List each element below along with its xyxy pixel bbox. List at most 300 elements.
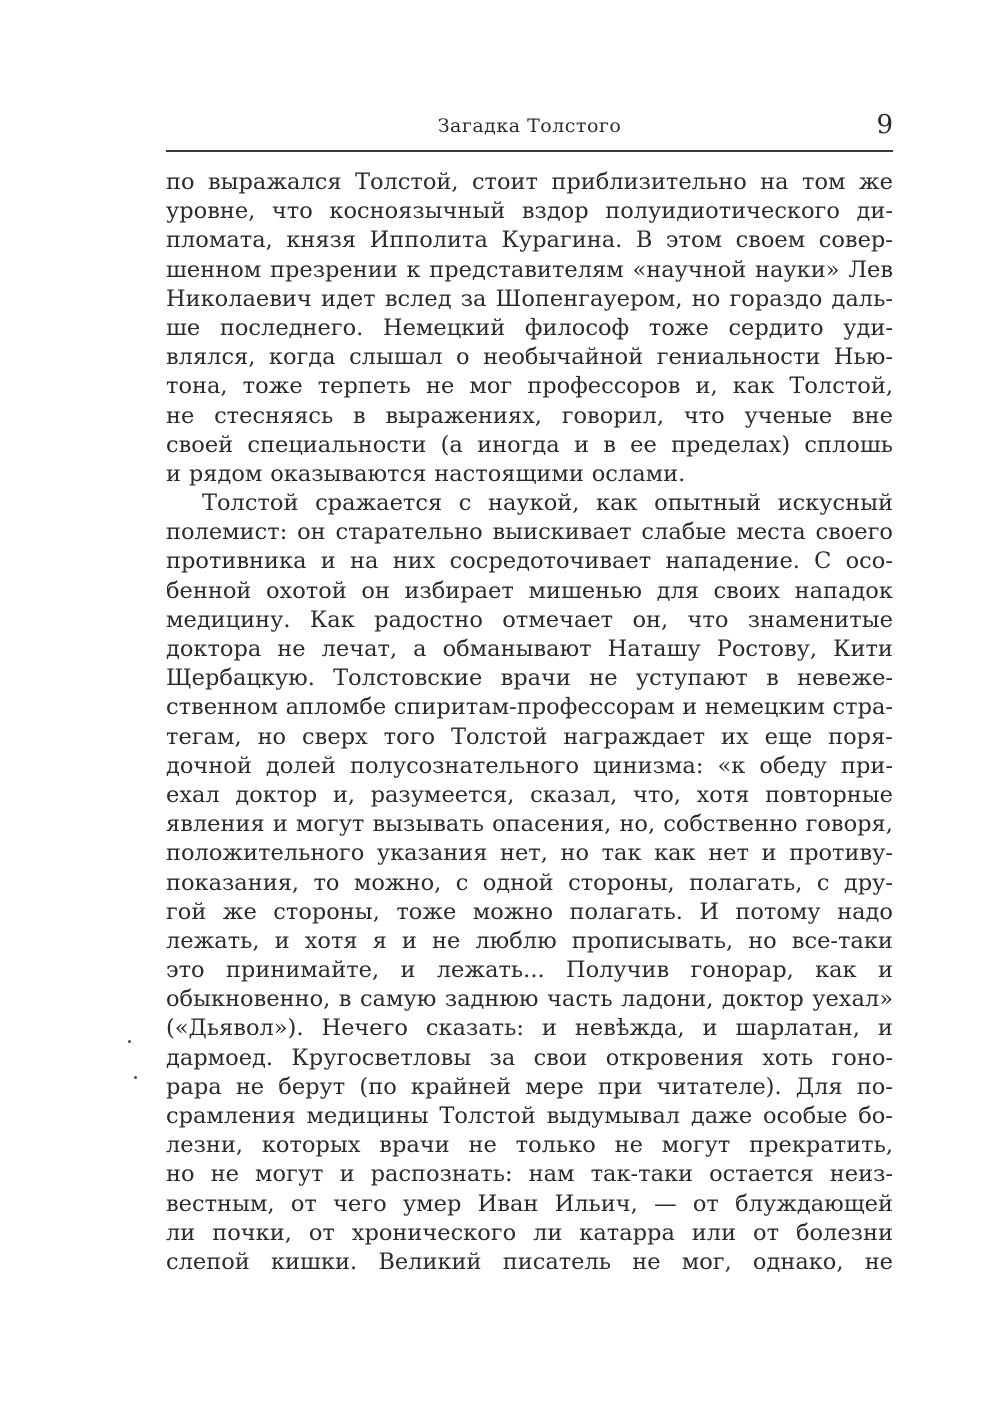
- text-line: [166, 810, 893, 839]
- text-line: [166, 927, 893, 956]
- word: Иван: [477, 1190, 539, 1217]
- text-line: [166, 781, 893, 810]
- word: но: [748, 927, 777, 954]
- word: пломата,: [166, 227, 273, 254]
- word: Толстой: [450, 723, 548, 750]
- word: уровне,: [166, 198, 256, 225]
- word: избирает: [404, 577, 514, 604]
- word: ослами.: [591, 460, 686, 487]
- word: нападение.: [665, 548, 800, 575]
- word: них: [392, 548, 436, 575]
- word: Немецкий: [382, 314, 506, 341]
- word: мог: [469, 373, 513, 400]
- word: о: [456, 344, 470, 371]
- word: шарлатан,: [735, 1015, 860, 1042]
- word: еще: [764, 723, 813, 750]
- word: указания: [376, 840, 488, 867]
- word: для: [656, 577, 699, 604]
- text-line: [166, 1044, 893, 1073]
- word: что: [683, 402, 725, 429]
- word: Толстой,: [789, 373, 893, 400]
- word: обеду: [759, 752, 827, 779]
- word: не: [210, 1161, 239, 1188]
- word: Наташу: [607, 636, 701, 662]
- page-number: 9: [876, 110, 893, 140]
- word: при: [598, 1073, 643, 1100]
- word: стоит: [471, 169, 538, 195]
- text-line: [166, 577, 893, 606]
- word: «научной: [632, 256, 747, 283]
- word: на: [350, 548, 379, 575]
- word: умер: [402, 1190, 462, 1217]
- word: хотя: [304, 927, 358, 954]
- word: гой: [166, 898, 207, 925]
- word: «к: [717, 752, 746, 779]
- text-line: [166, 1160, 893, 1189]
- word: приблизительно: [551, 169, 747, 195]
- text-line: [166, 285, 893, 314]
- word: блуждающей: [735, 1190, 893, 1217]
- word: Получив: [565, 957, 670, 984]
- word: показания,: [166, 869, 300, 896]
- word: даль-: [831, 285, 893, 312]
- word: можно: [472, 898, 554, 925]
- word: спиритам-профессорам: [393, 694, 675, 721]
- text-line: [166, 547, 893, 576]
- word: люблю: [475, 927, 557, 954]
- word: слепой: [166, 1248, 250, 1275]
- word: доктора: [166, 636, 262, 662]
- word: лезни,: [166, 1132, 244, 1159]
- margin-speck: [128, 1040, 131, 1043]
- word: уехал»: [812, 986, 893, 1013]
- word: не: [235, 1073, 265, 1100]
- word: ли: [533, 1219, 563, 1246]
- word: не: [166, 402, 195, 429]
- word: выискивает: [492, 519, 632, 546]
- word: в: [603, 431, 616, 458]
- margin-speck: [134, 1076, 137, 1079]
- word: я: [372, 927, 387, 954]
- running-head: [166, 112, 893, 144]
- word: сражается: [315, 490, 443, 517]
- word: а: [413, 636, 427, 662]
- word: положительного: [166, 840, 365, 867]
- text-line: [166, 1073, 893, 1102]
- word: говорил,: [561, 402, 665, 429]
- word: стороны,: [568, 869, 675, 896]
- word: сказал,: [530, 781, 618, 808]
- text-line: [166, 168, 893, 197]
- word: Великий: [378, 1248, 482, 1275]
- word: дочной: [166, 752, 252, 779]
- word: медицину.: [166, 606, 291, 633]
- word: (по: [359, 1073, 397, 1100]
- text-line: [166, 226, 893, 255]
- word: от: [290, 1190, 317, 1217]
- word: как: [654, 840, 696, 867]
- word: последнего.: [219, 314, 364, 341]
- word: обыкновенно,: [166, 986, 331, 1013]
- word: можно,: [353, 869, 442, 896]
- word: свои: [533, 1044, 588, 1071]
- word: доктор: [235, 781, 318, 808]
- word: наукой,: [487, 490, 580, 517]
- text-line: [166, 460, 893, 489]
- word: и: [274, 927, 290, 954]
- word: кишки.: [270, 1248, 358, 1275]
- word: уди-: [843, 314, 893, 341]
- text-line: [166, 197, 893, 226]
- word: Николаевич: [166, 285, 312, 312]
- word: их: [721, 723, 749, 750]
- word: доктор: [721, 986, 804, 1013]
- word: тоже: [242, 373, 303, 400]
- word: идет: [321, 285, 376, 312]
- word: Толстой,: [354, 169, 459, 195]
- text-line: [166, 839, 893, 868]
- word: при-: [840, 752, 893, 779]
- word: вне: [851, 402, 893, 429]
- word: отмечает: [502, 606, 614, 633]
- word: но: [166, 1161, 195, 1188]
- word: заднюю: [444, 986, 539, 1013]
- word: хоть: [762, 1044, 814, 1071]
- word: вестным,: [166, 1190, 275, 1217]
- word: врачи: [379, 1132, 450, 1159]
- word: и: [702, 1015, 718, 1042]
- word: долей: [265, 752, 336, 779]
- word: так-таки: [590, 1161, 694, 1188]
- word: не: [431, 927, 461, 954]
- word: знаменитые: [747, 606, 893, 633]
- word: медицины: [306, 1103, 429, 1129]
- word: берут: [278, 1073, 346, 1100]
- word: но: [691, 285, 721, 312]
- word: не: [632, 1248, 661, 1275]
- text-line: [166, 314, 893, 343]
- word: —: [654, 1190, 677, 1217]
- word: того: [383, 723, 435, 750]
- word: философ: [524, 314, 630, 341]
- word: но: [257, 723, 287, 750]
- word: за: [460, 285, 487, 312]
- word: и: [320, 548, 336, 575]
- word: И: [699, 898, 719, 925]
- word: мишенью: [528, 577, 643, 604]
- word: косноязычный: [329, 198, 506, 225]
- word: катарра: [579, 1219, 675, 1246]
- word: представителям: [429, 256, 624, 283]
- word: нет,: [499, 840, 548, 867]
- word: полемист:: [166, 519, 288, 546]
- word: могут: [254, 1161, 324, 1188]
- word: тоже: [396, 898, 457, 925]
- word: опасения,: [492, 811, 612, 838]
- word: противника: [166, 548, 307, 575]
- word: прописывать,: [571, 927, 734, 954]
- word: ученые: [744, 402, 833, 429]
- word: то: [313, 869, 340, 896]
- word: невѣжда,: [574, 1015, 685, 1042]
- text-line: [166, 664, 893, 693]
- word: как: [815, 957, 857, 984]
- word: дармоед.: [166, 1044, 274, 1071]
- word: как: [596, 490, 638, 517]
- word: ственном: [166, 694, 279, 721]
- word: он: [361, 577, 390, 604]
- word: полагать,: [689, 869, 803, 896]
- text-line: [166, 431, 893, 460]
- word: не: [864, 1248, 893, 1275]
- text-line: [166, 256, 893, 285]
- word: так: [601, 840, 642, 867]
- word: что,: [632, 781, 681, 808]
- word: и: [339, 1161, 355, 1188]
- text-line: [166, 693, 893, 722]
- word: не: [589, 665, 618, 692]
- word: с: [455, 869, 469, 896]
- word: стороны,: [273, 898, 380, 925]
- word: хронического: [351, 1219, 517, 1246]
- word: бенной: [166, 577, 252, 604]
- word: тоже: [648, 314, 709, 341]
- word: терпеть: [317, 373, 411, 400]
- word: явления: [166, 811, 265, 838]
- word: и: [400, 957, 416, 984]
- word: и: [401, 927, 417, 954]
- word: лечат,: [321, 636, 398, 662]
- word: и: [166, 460, 181, 487]
- word: ли: [166, 1219, 196, 1246]
- word: гениальности: [656, 344, 821, 371]
- word: от: [308, 1219, 335, 1246]
- word: дру-: [843, 869, 893, 896]
- word: невеже-: [797, 665, 893, 692]
- word: уступают: [635, 665, 748, 692]
- word: рядом: [188, 460, 263, 487]
- word: с: [816, 869, 830, 896]
- word: Лев: [848, 256, 893, 283]
- word: часть: [547, 986, 613, 1013]
- text-line: [166, 518, 893, 547]
- word: сплошь: [804, 431, 893, 458]
- word: однако,: [752, 1248, 844, 1275]
- word: ди-: [856, 198, 893, 225]
- word: сосредоточивает: [449, 548, 652, 575]
- word: вызывать: [372, 811, 485, 838]
- word: хотя: [696, 781, 750, 808]
- word: сверх: [302, 723, 368, 750]
- word: Шопенгауером,: [495, 285, 683, 312]
- word: ее: [630, 431, 657, 458]
- word: гоно-: [831, 1044, 893, 1071]
- word: нет: [708, 840, 749, 867]
- word: своего: [815, 519, 893, 546]
- word: («Дьявол»).: [166, 1015, 304, 1042]
- word: Ростову,: [716, 636, 818, 662]
- word: радостно: [374, 606, 483, 633]
- word: опытный: [654, 490, 761, 517]
- word: он: [297, 519, 326, 546]
- word: пределах): [671, 431, 791, 458]
- word: как: [732, 373, 775, 400]
- word: бо-: [858, 1103, 893, 1129]
- word: от: [692, 1190, 719, 1217]
- word: что: [271, 198, 313, 225]
- word: на: [760, 169, 789, 195]
- word: стра-: [832, 694, 893, 721]
- word: читателе).: [656, 1073, 782, 1100]
- word: прекратить,: [749, 1132, 893, 1159]
- word: не: [614, 1132, 643, 1159]
- word: гораздо: [729, 285, 823, 312]
- word: этом: [665, 227, 723, 254]
- word: выражался: [207, 169, 342, 195]
- text-line: [166, 1219, 893, 1248]
- word: выдумывал: [546, 1103, 681, 1129]
- word: в: [766, 665, 779, 692]
- word: могут: [295, 811, 365, 838]
- word: он,: [632, 606, 669, 633]
- word: Толстовские: [333, 665, 483, 692]
- word: болезни: [795, 1219, 893, 1246]
- word: рара: [166, 1073, 222, 1100]
- word: искусный: [777, 490, 893, 517]
- word: откровения: [605, 1044, 744, 1071]
- word: нападок: [794, 577, 893, 604]
- word: мог,: [681, 1248, 732, 1275]
- word: же: [222, 898, 257, 925]
- word: специальности: [247, 431, 427, 458]
- word: писатель: [502, 1248, 612, 1275]
- word: своих: [713, 577, 781, 604]
- word: собственно: [663, 811, 798, 838]
- word: это: [166, 957, 205, 984]
- word: настоящими: [434, 460, 584, 487]
- word: оказываются: [270, 460, 427, 487]
- word: Ильич,: [554, 1190, 638, 1217]
- word: выражениях,: [385, 402, 542, 429]
- word: сказать:: [425, 1015, 524, 1042]
- word: вслед: [384, 285, 452, 312]
- word: цинизма:: [593, 752, 704, 779]
- text-line: [166, 343, 893, 372]
- word: что: [687, 606, 729, 633]
- word: чего: [333, 1190, 387, 1217]
- word: принимайте,: [225, 957, 380, 984]
- word: стесняясь: [214, 402, 334, 429]
- word: самую: [359, 986, 437, 1013]
- word: срамления: [166, 1103, 296, 1129]
- word: лежать,: [166, 927, 260, 954]
- word: осо-: [845, 548, 893, 575]
- word: особые: [762, 1103, 848, 1129]
- word: Кити: [833, 636, 893, 662]
- text-line: [166, 489, 893, 518]
- word: потому: [735, 898, 821, 925]
- body-text: [166, 168, 893, 1277]
- word: ше: [166, 314, 201, 341]
- word: врачи: [500, 665, 571, 692]
- word: и: [541, 1015, 557, 1042]
- word: С: [814, 548, 832, 575]
- word: необычайной: [483, 344, 644, 371]
- word: ладони,: [621, 986, 714, 1013]
- word: и: [877, 957, 893, 984]
- word: места: [736, 519, 806, 546]
- word: же: [858, 169, 893, 195]
- word: ехал: [166, 781, 220, 808]
- word: только: [515, 1132, 596, 1159]
- word: Кругосветловы: [291, 1044, 472, 1071]
- word: совер-: [818, 227, 893, 254]
- word: и: [573, 431, 589, 458]
- word: своей: [166, 431, 234, 458]
- word: гонорар,: [690, 957, 794, 984]
- word: полусознательного: [350, 752, 580, 779]
- word: и: [682, 694, 698, 721]
- word: старательно: [335, 519, 483, 546]
- word: слабые: [641, 519, 727, 546]
- word: влялся,: [166, 344, 256, 371]
- word: немецким: [704, 694, 825, 721]
- word: которых: [261, 1132, 361, 1159]
- word: в: [338, 986, 352, 1013]
- header-rule: [166, 150, 893, 152]
- word: к: [406, 256, 421, 283]
- word: вздор: [521, 198, 589, 225]
- word: даже: [690, 1103, 753, 1129]
- word: В: [635, 227, 653, 254]
- word: но,: [619, 811, 656, 838]
- word: и,: [695, 373, 718, 400]
- text-line: [166, 869, 893, 898]
- text-line: [166, 898, 893, 927]
- text-line: [166, 723, 893, 752]
- text-line: [166, 1102, 893, 1131]
- text-line: [166, 1014, 893, 1043]
- text-line: [166, 372, 893, 401]
- word: не: [425, 373, 455, 400]
- word: обманывают: [442, 636, 592, 662]
- text-line: [166, 1190, 893, 1219]
- word: лежать...: [436, 957, 545, 984]
- word: апломбе: [285, 694, 387, 721]
- word: и: [877, 1015, 893, 1042]
- text-line: [166, 1248, 893, 1277]
- word: когда: [268, 344, 336, 371]
- word: крайней: [410, 1073, 512, 1100]
- text-line: [166, 752, 893, 781]
- word: слышал: [349, 344, 443, 371]
- word: презрении: [270, 256, 398, 283]
- word: в: [353, 402, 366, 429]
- word: остается: [709, 1161, 814, 1188]
- word: неиз-: [829, 1161, 893, 1188]
- word: все-таки: [791, 927, 893, 954]
- text-line: [166, 402, 893, 431]
- word: Курагина.: [501, 227, 623, 254]
- word: (а: [440, 431, 463, 458]
- text-line: [166, 606, 893, 635]
- word: от: [753, 1219, 780, 1246]
- word: почки,: [212, 1219, 292, 1246]
- word: поря-: [828, 723, 893, 750]
- word: Нечего: [321, 1015, 408, 1042]
- word: Ипполита: [369, 227, 488, 254]
- word: противу-: [789, 840, 893, 867]
